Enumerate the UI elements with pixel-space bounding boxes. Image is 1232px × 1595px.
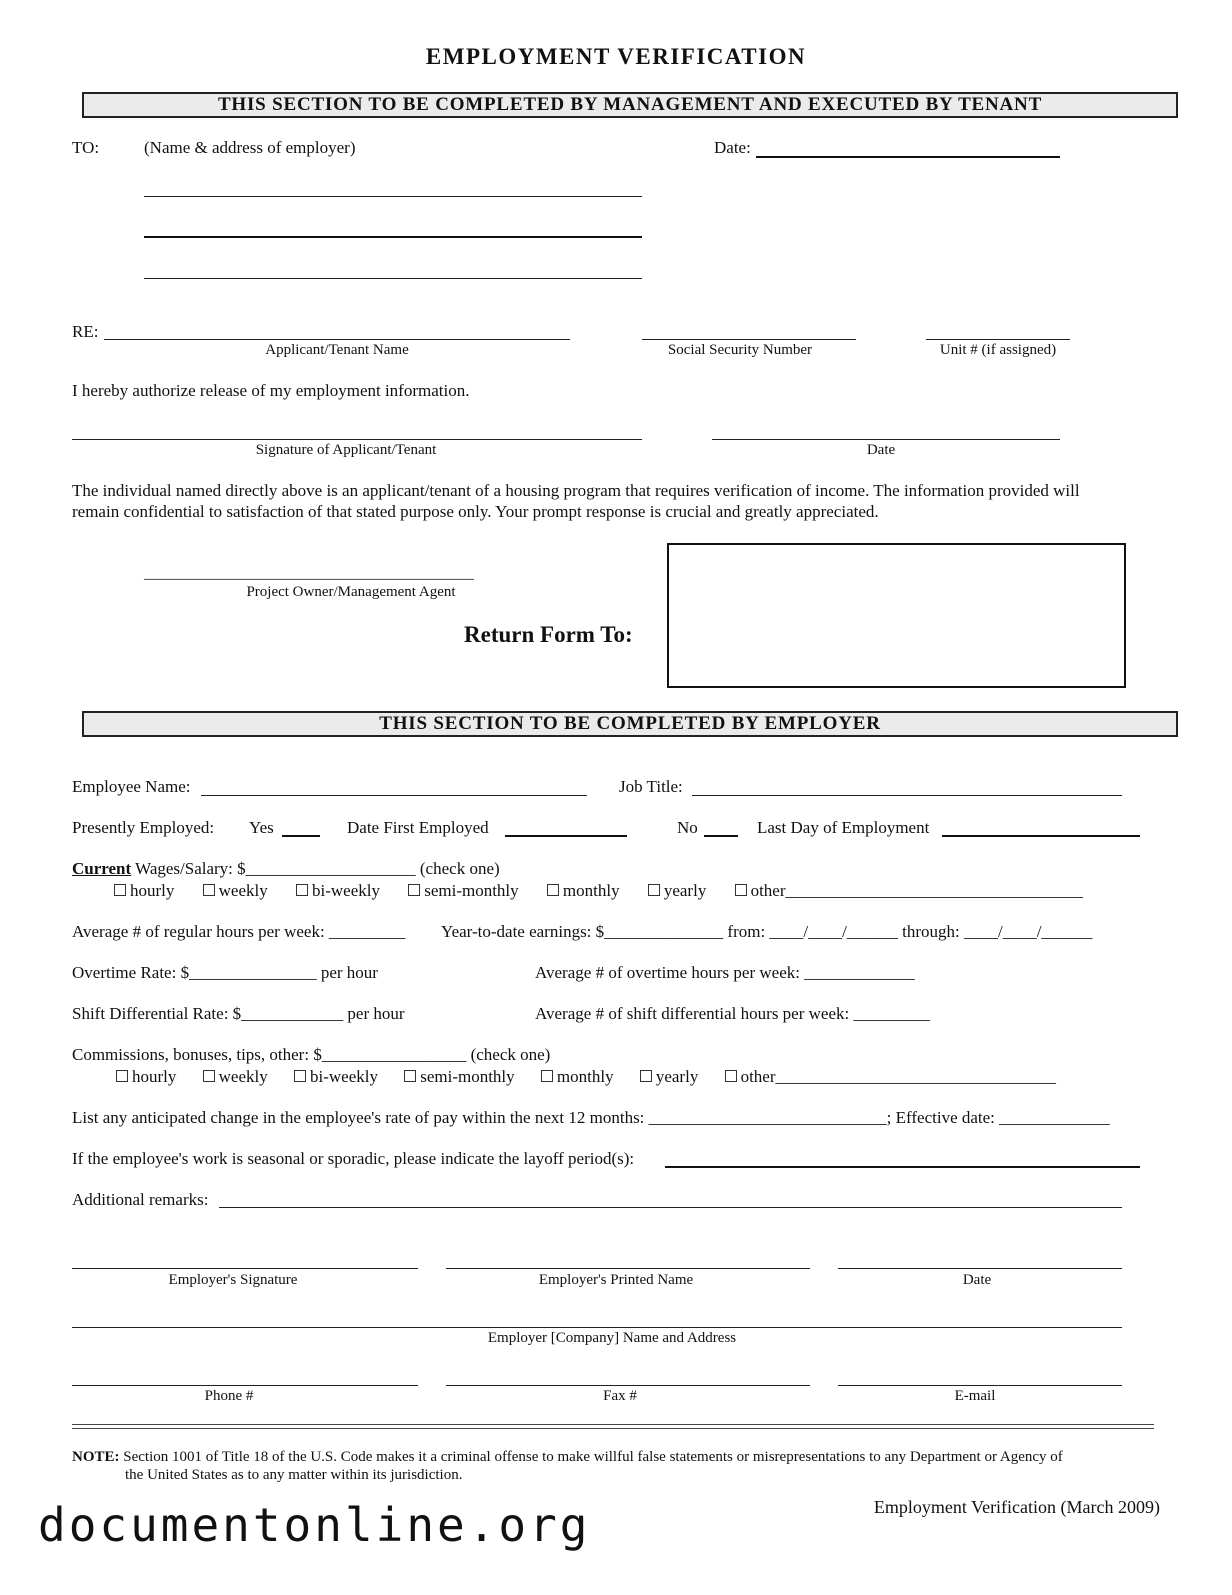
watermark: documentonline.org — [38, 1498, 591, 1552]
employer-printed-name-field[interactable] — [446, 1268, 810, 1269]
wage-option-yearly[interactable]: yearly — [648, 881, 706, 900]
wage-options — [114, 881, 1083, 901]
employee-name-label: Employee Name: — [72, 777, 191, 796]
ssn-field[interactable] — [642, 339, 856, 340]
signature-caption: Signature of Applicant/Tenant — [255, 442, 437, 458]
checkbox-icon[interactable] — [541, 1070, 553, 1082]
owner-signature-line[interactable]: ____________________________________________ — [144, 566, 474, 582]
commission-option-other[interactable]: other_________________________________ — [725, 1067, 1056, 1086]
checkbox-icon[interactable] — [296, 884, 308, 896]
current-wages-row — [72, 859, 500, 879]
footer-text: Employment Verification (March 2009) — [873, 1497, 1160, 1517]
to-label: TO: — [72, 138, 100, 157]
wage-option-hourly[interactable]: hourly — [114, 881, 174, 900]
email-field[interactable] — [838, 1385, 1122, 1386]
wage-option-other[interactable]: other___________________________________ — [735, 881, 1083, 900]
date-first-employed-field[interactable] — [505, 835, 627, 837]
date-field[interactable] — [756, 156, 1060, 158]
applicant-signature-date-field[interactable] — [712, 439, 1060, 440]
employer-date-field[interactable] — [838, 1268, 1122, 1269]
note-text: Section 1001 of Title 18 of the U.S. Code makes it a criminal offense to make willful false statements or misrepresentations to any Department or Agency of — [119, 1449, 1063, 1465]
authorize-text: I hereby authorize release of my employment information. — [72, 381, 470, 400]
commission-option-monthly[interactable]: monthly — [541, 1067, 614, 1086]
commission-option-weekly[interactable]: weekly — [203, 1067, 268, 1086]
commission-option-hourly[interactable]: hourly — [116, 1067, 176, 1086]
return-form-label: Return Form To: — [464, 622, 633, 647]
commission-options — [116, 1067, 1056, 1087]
fax-caption: Fax # — [603, 1388, 637, 1404]
date-first-employed-label: Date First Employed — [347, 818, 489, 837]
note-text-2: the United States as to any matter within its jurisdiction. — [125, 1467, 463, 1483]
job-title-label: Job Title: — [619, 777, 683, 796]
checkbox-icon[interactable] — [547, 884, 559, 896]
seasonal-label: If the employee's work is seasonal or sporadic, please indicate the layoff period(s): — [72, 1149, 635, 1168]
phone-field[interactable] — [72, 1385, 418, 1386]
employer-address-line-2[interactable] — [144, 236, 642, 238]
presently-employed-label: Presently Employed: — [72, 818, 215, 837]
checkbox-icon[interactable] — [735, 884, 747, 896]
checkbox-icon[interactable] — [404, 1070, 416, 1082]
checkbox-icon[interactable] — [408, 884, 420, 896]
fax-field[interactable] — [446, 1385, 810, 1386]
checkbox-icon[interactable] — [203, 884, 215, 896]
checkbox-icon[interactable] — [203, 1070, 215, 1082]
commission-option-bi-weekly[interactable]: bi-weekly — [294, 1067, 378, 1086]
wage-option-bi-weekly[interactable]: bi-weekly — [296, 881, 380, 900]
seasonal-field[interactable] — [665, 1166, 1140, 1168]
wages-label[interactable]: Wages/Salary: $____________________ (check one) — [131, 859, 500, 878]
return-address-box[interactable] — [667, 543, 1126, 688]
wage-option-monthly[interactable]: monthly — [547, 881, 620, 900]
owner-caption: Project Owner/Management Agent — [246, 584, 456, 600]
divider — [72, 1424, 1154, 1429]
employer-date-caption: Date — [962, 1272, 992, 1288]
employer-signature-field[interactable] — [72, 1268, 418, 1269]
employer-address-line-1[interactable] — [144, 196, 642, 197]
checkbox-icon[interactable] — [640, 1070, 652, 1082]
employer-hint: (Name & address of employer) — [144, 138, 356, 157]
date-label: Date: — [714, 138, 751, 157]
last-day-label: Last Day of Employment — [757, 818, 930, 837]
wage-option-weekly[interactable]: weekly — [203, 881, 268, 900]
checkbox-icon[interactable] — [725, 1070, 737, 1082]
company-caption: Employer [Company] Name and Address — [487, 1330, 737, 1346]
overtime-rate-label[interactable]: Overtime Rate: $_______________ per hour — [72, 963, 378, 982]
remarks-field[interactable] — [219, 1207, 1122, 1208]
note-label: NOTE: — [72, 1449, 120, 1465]
avg-overtime-label[interactable]: Average # of overtime hours per week: _____________ — [535, 963, 915, 982]
no-label: No — [677, 818, 698, 837]
commission-option-semi-monthly[interactable]: semi-monthly — [404, 1067, 514, 1086]
company-field[interactable] — [72, 1327, 1122, 1328]
commissions-label[interactable]: Commissions, bonuses, tips, other: $_________________ (check one) — [72, 1045, 551, 1064]
yes-field[interactable] — [282, 835, 320, 837]
job-title-field[interactable] — [692, 795, 1122, 796]
applicant-name-caption: Applicant/Tenant Name — [265, 342, 409, 358]
unit-field[interactable] — [926, 339, 1070, 340]
no-field[interactable] — [704, 835, 738, 837]
ssn-caption: Social Security Number — [667, 342, 813, 358]
anticipated-change-label[interactable]: List any anticipated change in the employee's rate of pay within the next 12 months: ____________________________; Effective date: _____________ — [72, 1108, 1110, 1127]
employer-address-line-3[interactable] — [144, 278, 642, 279]
commission-option-yearly[interactable]: yearly — [640, 1067, 698, 1086]
shift-rate-label[interactable]: Shift Differential Rate: $____________ per hour — [72, 1004, 405, 1023]
current-label: Current — [72, 859, 132, 878]
ytd-label[interactable]: Year-to-date earnings: $______________ from: ____/____/______ through: ____/____/______ — [441, 922, 1093, 941]
paragraph-line-2: remain confidential to satisfaction of that stated purpose only. Your prompt response is crucial and greatly appreciated. — [72, 502, 879, 521]
wage-option-semi-monthly[interactable]: semi-monthly — [408, 881, 518, 900]
phone-caption: Phone # — [204, 1388, 254, 1404]
avg-shift-label[interactable]: Average # of shift differential hours per week: _________ — [535, 1004, 930, 1023]
employer-printed-caption: Employer's Printed Name — [538, 1272, 694, 1288]
unit-caption: Unit # (if assigned) — [939, 342, 1057, 358]
checkbox-icon[interactable] — [116, 1070, 128, 1082]
avg-hours-label[interactable]: Average # of regular hours per week: _________ — [72, 922, 406, 941]
re-label: RE: — [72, 322, 99, 341]
checkbox-icon[interactable] — [114, 884, 126, 896]
signature-date-caption: Date — [866, 442, 896, 458]
checkbox-icon[interactable] — [294, 1070, 306, 1082]
applicant-signature-field[interactable] — [72, 439, 642, 440]
section-header-management: THIS SECTION TO BE COMPLETED BY MANAGEMENT AND EXECUTED BY TENANT — [82, 92, 1178, 118]
employer-signature-caption: Employer's Signature — [168, 1272, 298, 1288]
remarks-label: Additional remarks: — [72, 1190, 209, 1209]
applicant-name-field[interactable] — [104, 339, 570, 340]
checkbox-icon[interactable] — [648, 884, 660, 896]
last-day-field[interactable] — [942, 835, 1140, 837]
page-title: EMPLOYMENT VERIFICATION — [425, 44, 807, 69]
note — [72, 1448, 1152, 1484]
section-header-employer: THIS SECTION TO BE COMPLETED BY EMPLOYER — [82, 711, 1178, 737]
employee-name-field[interactable] — [201, 795, 587, 796]
yes-label: Yes — [249, 818, 274, 837]
email-caption: E-mail — [954, 1388, 996, 1404]
paragraph-line-1: The individual named directly above is an applicant/tenant of a housing program that requires verification of income. The information provided will — [72, 481, 1080, 500]
